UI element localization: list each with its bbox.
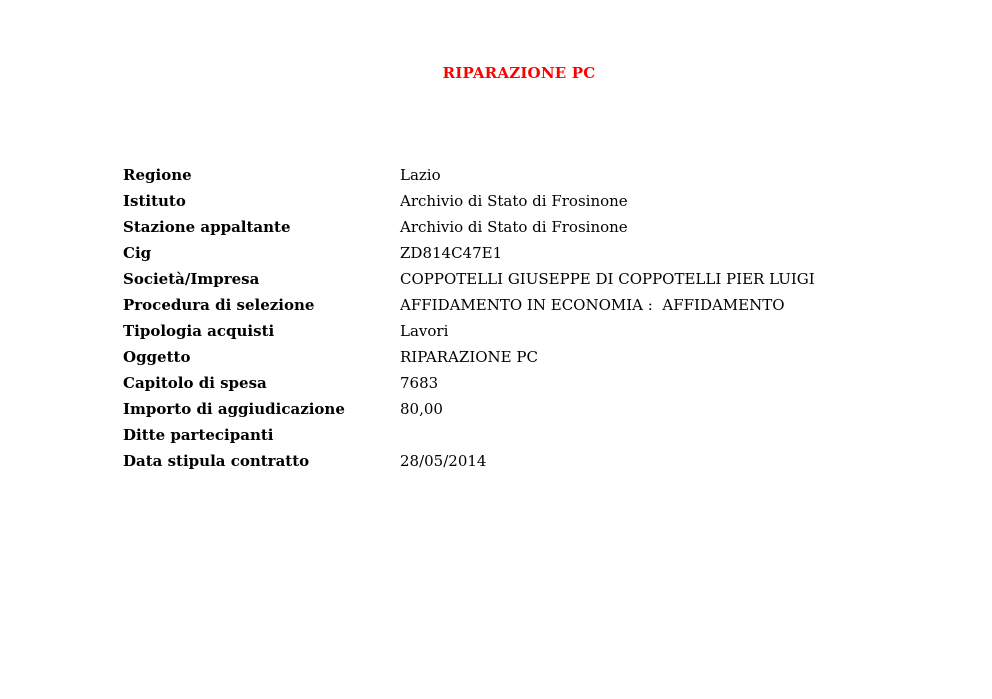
field-label: Oggetto xyxy=(123,348,191,366)
field-label: Cig xyxy=(123,244,152,262)
field-label: Stazione appaltante xyxy=(123,218,291,236)
field-value: AFFIDAMENTO IN ECONOMIA : AFFIDAMENTO xyxy=(400,296,785,314)
field-label: Regione xyxy=(123,166,192,184)
page-title: RIPARAZIONE PC xyxy=(442,64,596,82)
field-row-regione xyxy=(123,162,883,188)
field-label: Società/Impresa xyxy=(123,270,260,288)
field-label: Importo di aggiudicazione xyxy=(123,400,345,418)
field-row-ditte-partecipanti xyxy=(123,422,883,448)
field-value: Lazio xyxy=(400,166,441,184)
field-label: Istituto xyxy=(123,192,186,210)
field-label: Procedura di selezione xyxy=(123,296,315,314)
field-row-stazione-appaltante xyxy=(123,214,883,240)
field-row-data-stipula xyxy=(123,448,883,474)
field-row-tipologia-acquisti xyxy=(123,318,883,344)
field-value: COPPOTELLI GIUSEPPE DI COPPOTELLI PIER LUIGI xyxy=(400,270,815,288)
field-value: ZD814C47E1 xyxy=(400,244,503,262)
field-value: 28/05/2014 xyxy=(400,452,487,470)
field-label: Capitolo di spesa xyxy=(123,374,267,392)
field-label: Ditte partecipanti xyxy=(123,426,274,444)
field-value: 7683 xyxy=(400,374,439,392)
field-value: RIPARAZIONE PC xyxy=(400,348,538,366)
field-value: 80,00 xyxy=(400,400,443,418)
field-row-oggetto xyxy=(123,344,883,370)
field-row-procedura-selezione xyxy=(123,292,883,318)
field-label: Tipologia acquisti xyxy=(123,322,275,340)
field-value: Lavori xyxy=(400,322,449,340)
field-label: Data stipula contratto xyxy=(123,452,310,470)
field-value: Archivio di Stato di Frosinone xyxy=(400,218,628,236)
field-row-societa-impresa xyxy=(123,266,883,292)
contract-details xyxy=(123,162,883,474)
field-row-capitolo-spesa xyxy=(123,370,883,396)
field-row-istituto xyxy=(123,188,883,214)
field-value: Archivio di Stato di Frosinone xyxy=(400,192,628,210)
field-row-importo-aggiudicazione xyxy=(123,396,883,422)
field-row-cig xyxy=(123,240,883,266)
